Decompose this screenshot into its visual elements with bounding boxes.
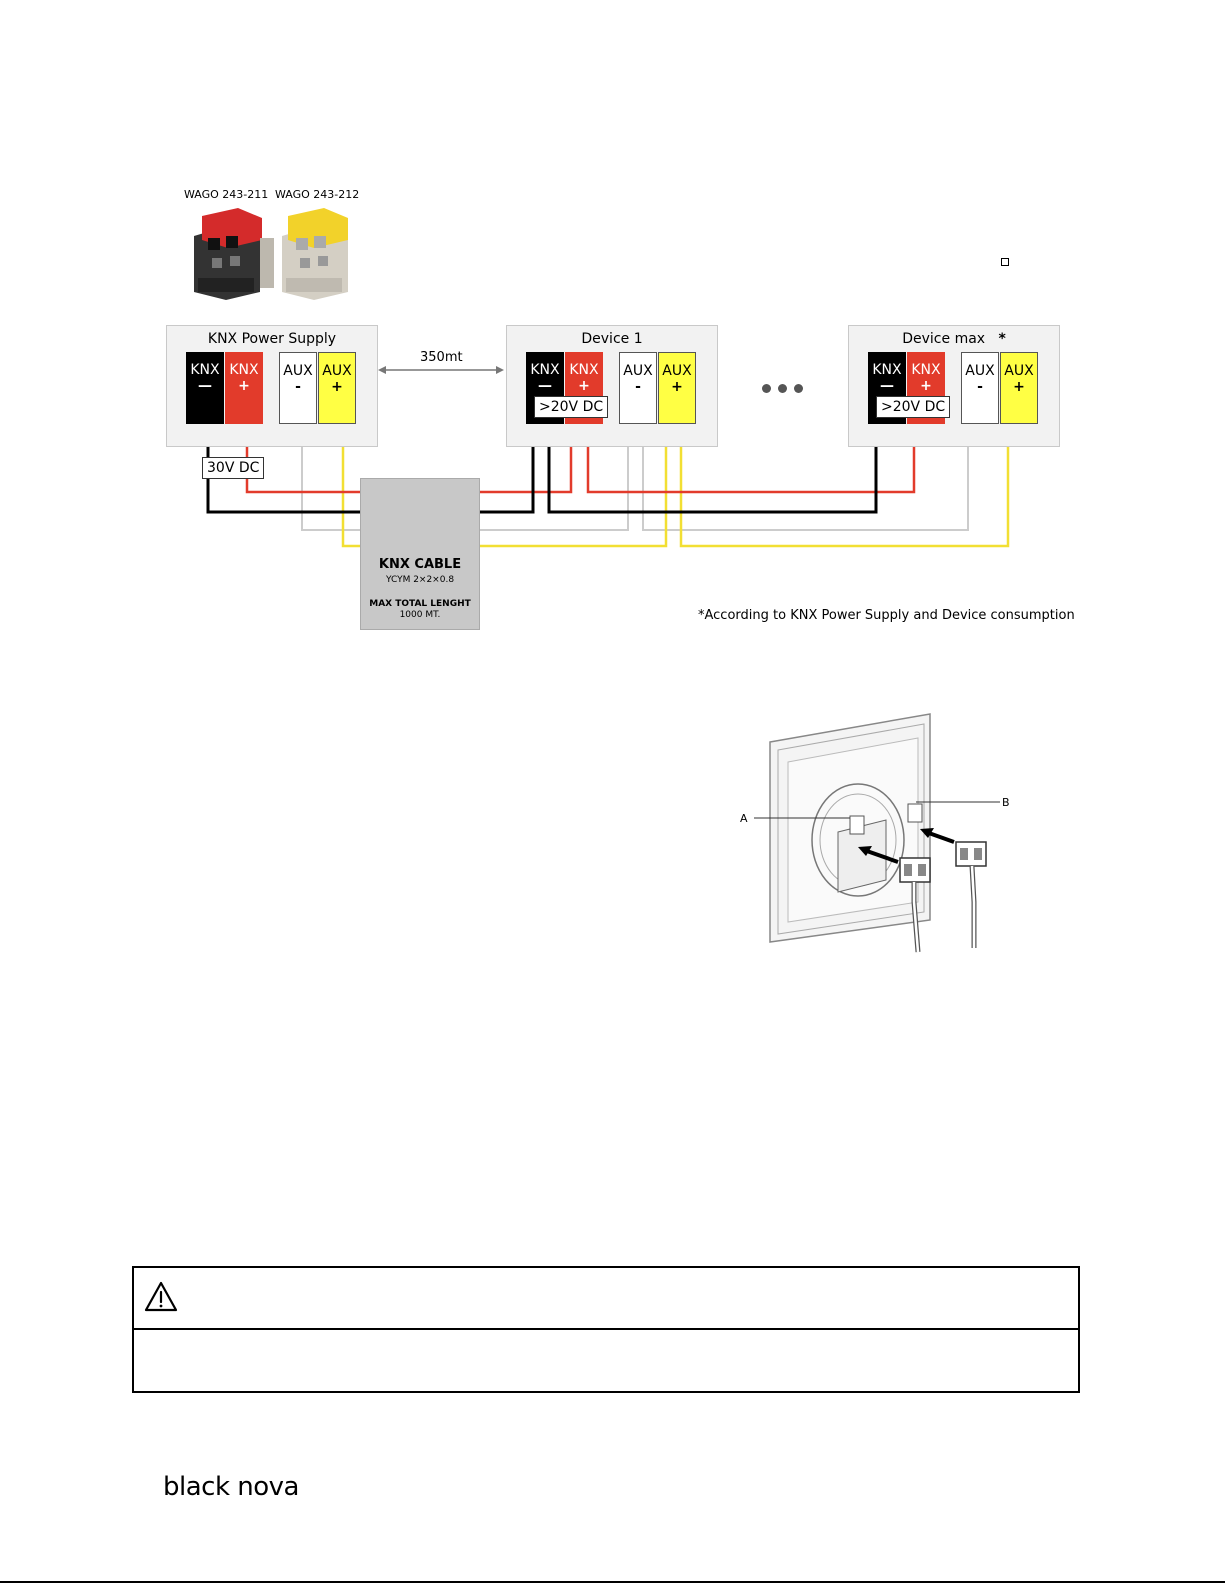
ellipsis-dot [778, 384, 787, 393]
wago-243-211-label: WAGO 243-211 [184, 188, 269, 201]
power-supply-title: KNX Power Supply [207, 331, 337, 347]
knx-wiring-diagram [150, 178, 1080, 640]
ps-knx-plus-terminal: KNX + [225, 352, 263, 424]
brand-logo: black nova [163, 1472, 299, 1502]
cable-max-label: MAX TOTAL LENGHT [369, 599, 471, 609]
device-mounting-illustration [738, 712, 1038, 960]
warning-triangle-icon [144, 1280, 178, 1314]
d1-voltage-label: >20V DC [534, 396, 608, 418]
device-1-panel [506, 325, 718, 447]
distance-label: 350mt [420, 350, 463, 365]
mount-label-a: A [740, 812, 748, 825]
d1-knx-plus-terminal: KNX + [565, 352, 603, 424]
ellipsis-dot [794, 384, 803, 393]
dm-aux-minus-terminal: AUX - [961, 352, 999, 424]
cable-max-value: 1000 MT. [399, 610, 441, 620]
device-1-title: Device 1 [581, 331, 643, 347]
page-bottom-rule [0, 1581, 1225, 1583]
mount-label-b: B [1002, 796, 1010, 809]
ps-aux-minus-terminal: AUX - [279, 352, 317, 424]
d1-knx-minus-terminal: KNX — [526, 352, 564, 424]
wago-243-212-label: WAGO 243-212 [275, 188, 360, 201]
device-max-panel [848, 325, 1060, 447]
dm-knx-plus-terminal: KNX + [907, 352, 945, 424]
ps-voltage-label: 30V DC [202, 457, 264, 479]
warning-box [132, 1266, 1080, 1393]
warning-divider [134, 1328, 1078, 1330]
ps-knx-minus-terminal: KNX — [186, 352, 224, 424]
knx-power-supply-panel [166, 325, 378, 447]
knx-cable-info-box [360, 478, 480, 630]
ellipsis-dot [762, 384, 771, 393]
cable-spec: YCYM 2×2×0.8 [385, 575, 455, 585]
consumption-footnote: *According to KNX Power Supply and Device consumption [698, 608, 1075, 623]
dm-knx-minus-terminal: KNX — [868, 352, 906, 424]
dm-voltage-label: >20V DC [876, 396, 950, 418]
cable-title: KNX CABLE [378, 557, 462, 572]
ps-aux-plus-terminal: AUX + [318, 352, 356, 424]
d1-aux-minus-terminal: AUX - [619, 352, 657, 424]
dm-aux-plus-terminal: AUX + [1000, 352, 1038, 424]
d1-aux-plus-terminal: AUX + [658, 352, 696, 424]
device-max-title: Device max * [902, 331, 1006, 347]
